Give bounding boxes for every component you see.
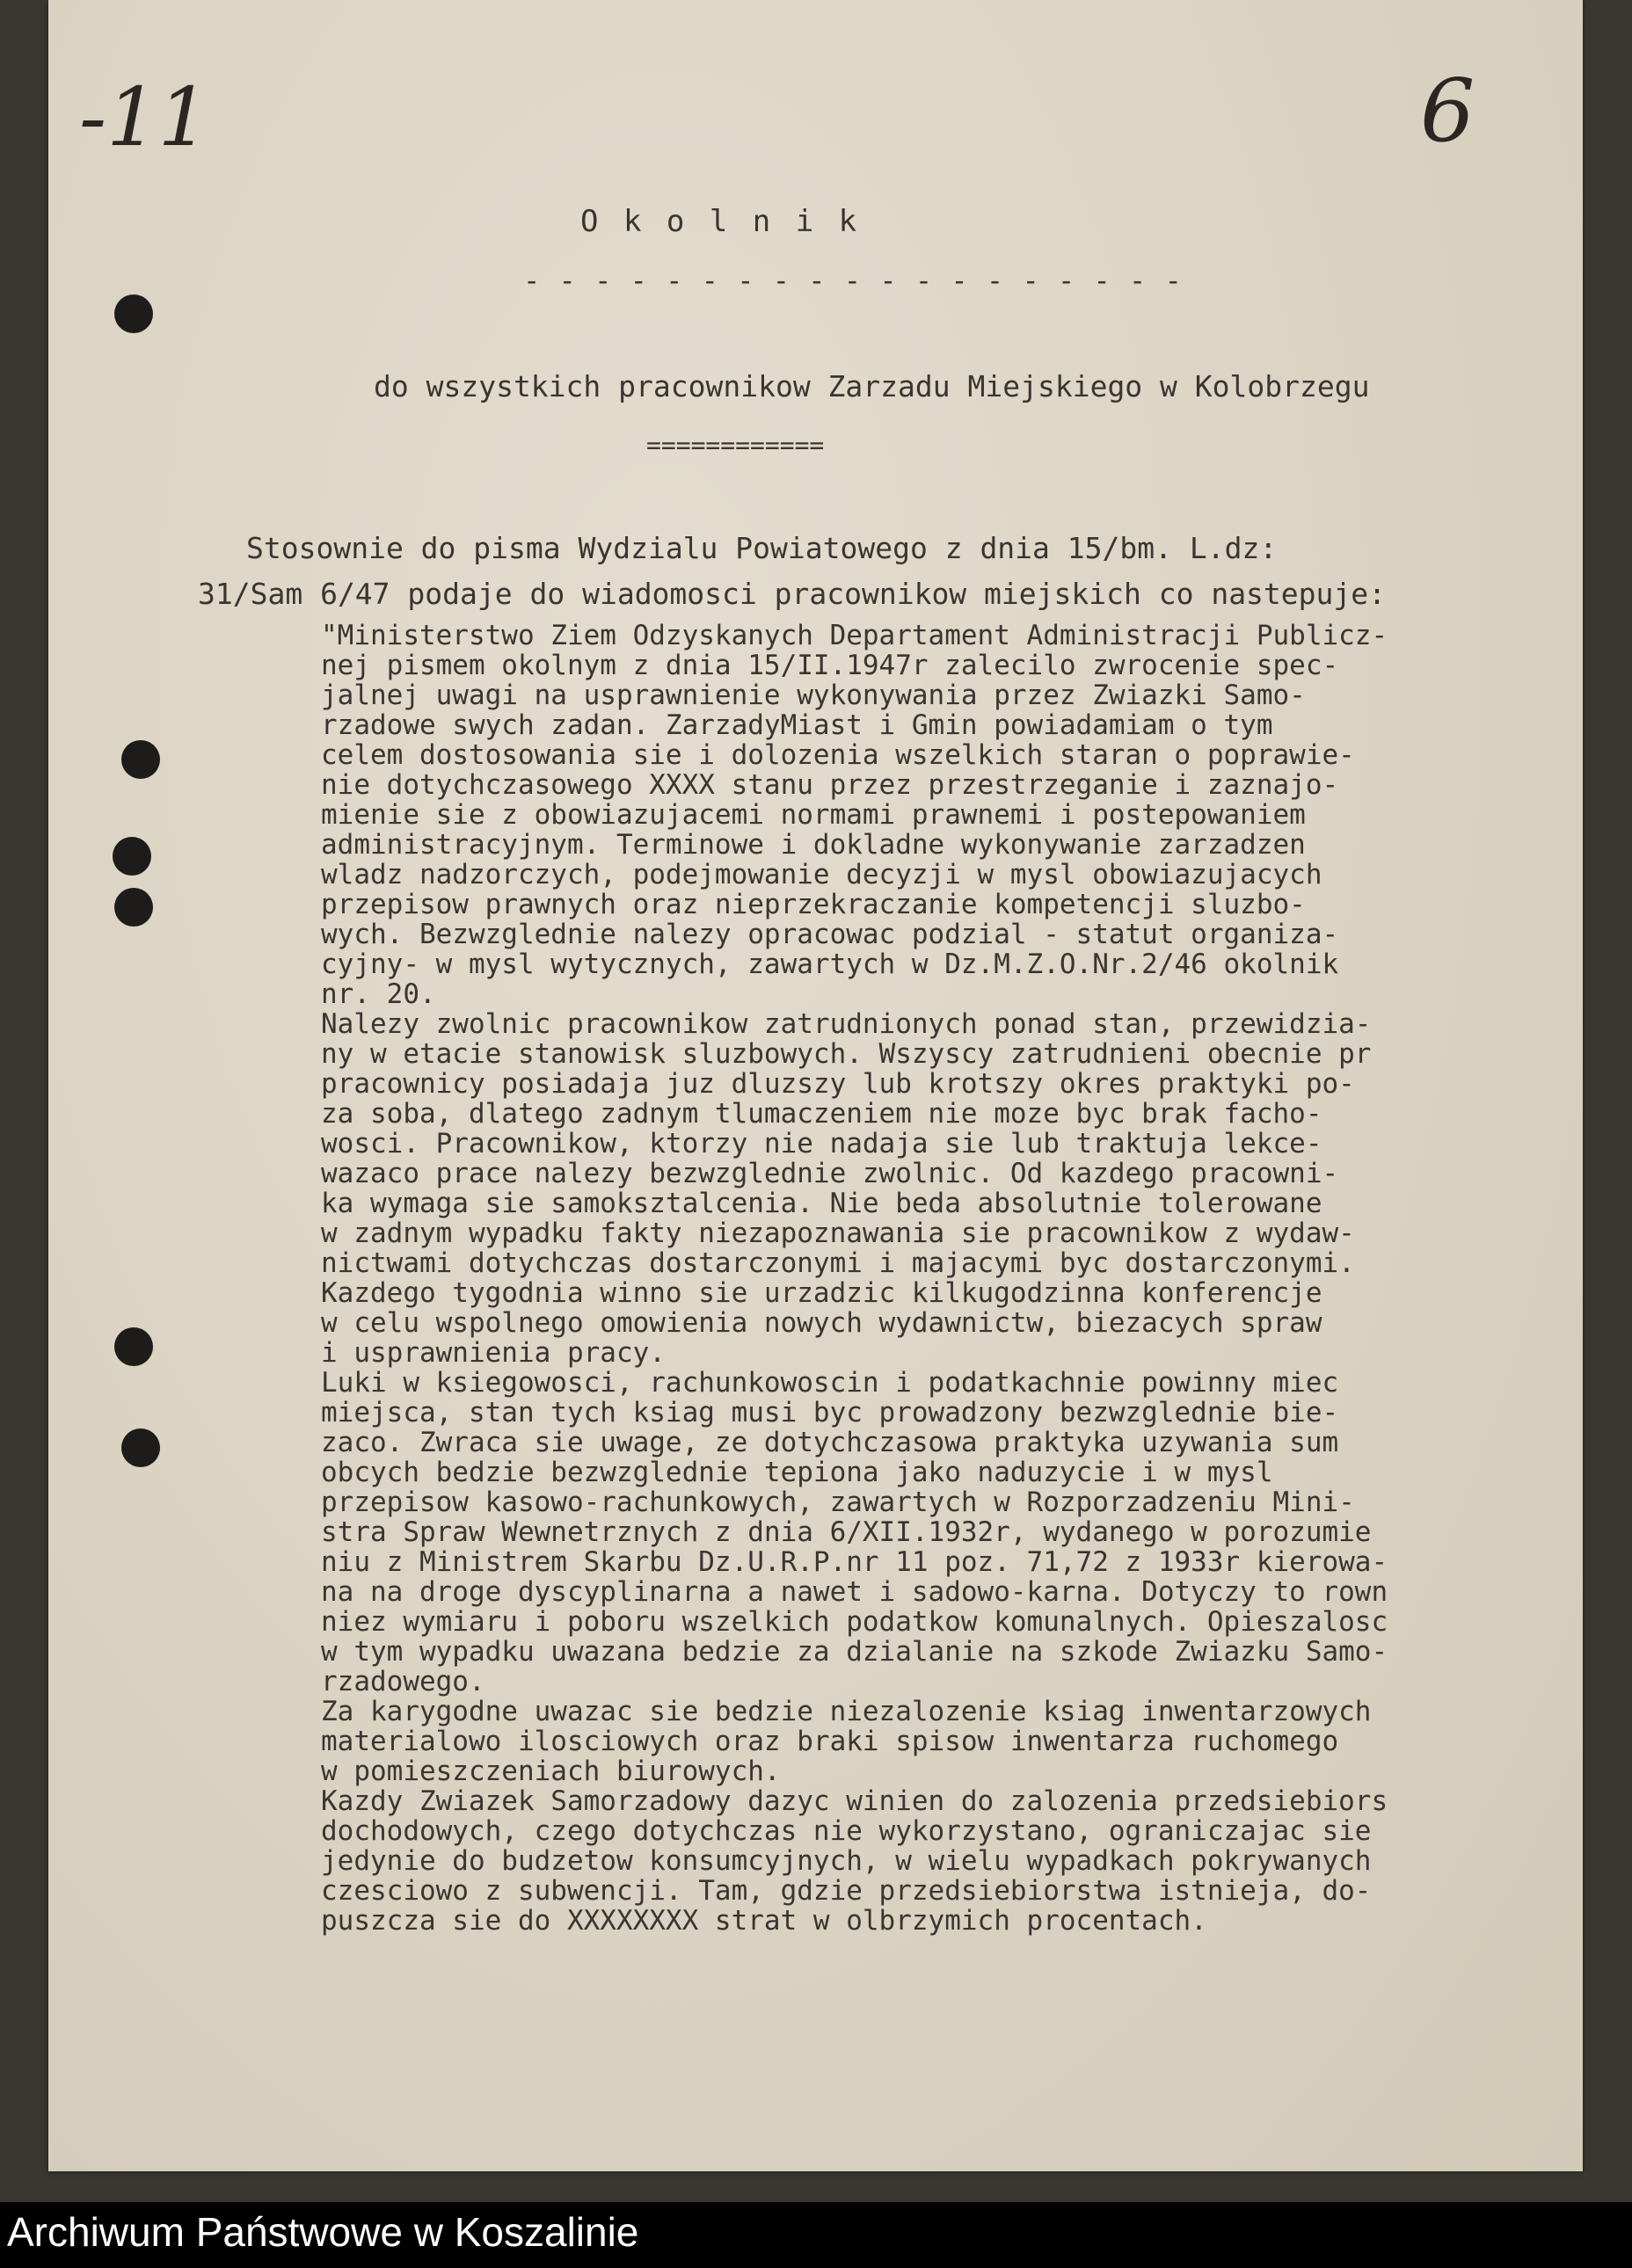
body-line: w celu wspolnego omowienia nowych wydawnictw, biezacych spraw	[321, 1307, 1322, 1339]
body-line: w tym wypadku uwazana bedzie za dzialanie na szkode Zwiazku Samo-	[321, 1636, 1388, 1668]
body-line: przepisow prawnych oraz nieprzekraczanie kompetencji sluzbo-	[321, 889, 1306, 920]
body-line: rzadowego.	[321, 1666, 485, 1697]
body-line: celem dostosowania sie i dolozenia wszelkich staran o poprawie-	[321, 739, 1355, 771]
handwritten-page-number: 6	[1420, 62, 1475, 162]
document-title: O k o l n i k	[580, 204, 861, 239]
punch-hole	[114, 1327, 153, 1366]
body-line: ny w etacie stanowisk sluzbowych. Wszyscy zatrudnieni obecnie pr	[321, 1038, 1372, 1070]
punch-hole	[113, 837, 151, 876]
body-line: wych. Bezwzglednie nalezy opracowac podzial - statut organiza-	[321, 919, 1339, 950]
punch-hole	[121, 1428, 160, 1467]
body-line: wladz nadzorczych, podejmowanie decyzji w mysl obowiazujacych	[321, 859, 1322, 890]
document-subtitle: do wszystkich pracownikow Zarzadu Miejskiego w Kolobrzegu	[374, 369, 1370, 403]
body-line: pracownicy posiadaja juz dluzszy lub krotszy okres praktyki po-	[321, 1068, 1355, 1100]
body-line: miejsca, stan tych ksiag musi byc prowadzony bezwzglednie bie-	[321, 1397, 1339, 1428]
body-line: na na droge dyscyplinarna a nawet i sadowo-karna. Dotyczy to rown	[321, 1576, 1388, 1608]
body-line: "Ministerstwo Ziem Odzyskanych Departament Administracji Publicz-	[321, 620, 1388, 651]
intro-line: 31/Sam 6/47 podaje do wiadomosci pracownikow miejskich co nastepuje:	[198, 577, 1387, 611]
body-line: Kazdego tygodnia winno sie urzadzic kilkugodzinna konferencje	[321, 1277, 1322, 1309]
body-line: wazaco prace nalezy bezwzglednie zwolnic. Od kazdego pracowni-	[321, 1158, 1339, 1189]
title-underline: - - - - - - - - - - - - - - - - - - -	[523, 264, 1183, 297]
body-line: puszcza sie do XXXXXXXX strat w olbrzymich procentach.	[321, 1905, 1207, 1937]
body-line: Za karygodne uwazac sie bedzie niezalozenie ksiag inwentarzowych	[321, 1696, 1372, 1727]
body-line: nie dotychczasowego XXXX stanu przez przestrzeganie i zaznajo-	[321, 769, 1339, 801]
handwritten-mark-left: -11	[79, 70, 210, 164]
body-line: mienie sie z obowiazujacemi normami prawnemi i postepowaniem	[321, 799, 1306, 831]
intro-paragraph	[198, 526, 1386, 617]
body-line: Luki w ksiegowosci, rachunkowoscin i podatkachnie powinny miec	[321, 1367, 1339, 1399]
body-line: stra Spraw Wewnetrznych z dnia 6/XII.1932r, wydanego w porozumie	[321, 1516, 1372, 1548]
punch-hole	[114, 294, 153, 333]
body-line: nictwami dotychczas dostarczonymi i majacymi byc dostarczonymi.	[321, 1247, 1355, 1279]
body-line: niu z Ministrem Skarbu Dz.U.R.P.nr 11 poz. 71,72 z 1933r kierowa-	[321, 1546, 1388, 1578]
body-line: materialowo ilosciowych oraz braki spisow inwentarza ruchomego	[321, 1726, 1339, 1757]
body-line: jalnej uwagi na usprawnienie wykonywania przez Zwiazki Samo-	[321, 680, 1306, 711]
body-line: administracyjnym. Terminowe i dokladne wykonywanie zarzadzen	[321, 829, 1306, 861]
body-line: w pomieszczeniach biurowych.	[321, 1756, 781, 1787]
body-line: ka wymaga sie samoksztalcenia. Nie beda absolutnie tolerowane	[321, 1188, 1322, 1219]
body-line: wosci. Pracownikow, ktorzy nie nadaja sie lub traktuja lekce-	[321, 1128, 1322, 1159]
body-line: i usprawnienia pracy.	[321, 1337, 666, 1369]
body-line: Kazdy Zwiazek Samorzadowy dazyc winien do zalozenia przedsiebiors	[321, 1785, 1388, 1817]
body-line: rzadowe swych zadan. ZarzadyMiast i Gmin powiadamiam o tym	[321, 709, 1273, 741]
body-line: niez wymiaru i poboru wszelkich podatkow komunalnych. Opieszalosc	[321, 1606, 1388, 1638]
body-line: jedynie do budzetow konsumcyjnych, w wielu wypadkach pokrywanych	[321, 1845, 1372, 1877]
body-line: przepisow kasowo-rachunkowych, zawartych w Rozporzadzeniu Mini-	[321, 1487, 1355, 1518]
body-text	[321, 621, 1388, 1936]
body-line: zaco. Zwraca sie uwage, ze dotychczasowa praktyka uzywania sum	[321, 1427, 1339, 1458]
intro-line: Stosownie do pisma Wydzialu Powiatowego z dnia 15/bm. L.dz:	[246, 531, 1278, 565]
body-line: dochodowych, czego dotychczas nie wykorzystano, ograniczajac sie	[321, 1815, 1372, 1847]
subtitle-underline: ============	[646, 431, 825, 460]
body-line: nr. 20.	[321, 978, 436, 1010]
body-line: cyjny- w mysl wytycznych, zawartych w Dz.M.Z.O.Nr.2/46 okolnik	[321, 949, 1339, 980]
body-line: czesciowo z subwencji. Tam, gdzie przedsiebiorstwa istnieja, do-	[321, 1875, 1372, 1907]
body-line: obcych bedzie bezwzglednie tepiona jako naduzycie i w mysl	[321, 1457, 1273, 1488]
punch-hole	[114, 888, 153, 927]
body-line: w zadnym wypadku fakty niezapoznawania sie pracownikow z wydaw-	[321, 1218, 1355, 1249]
archive-name: Archiwum Państwowe w Koszalinie	[7, 2209, 639, 2255]
body-line: Nalezy zwolnic pracownikow zatrudnionych ponad stan, przewidzia-	[321, 1008, 1372, 1040]
punch-hole	[121, 740, 160, 779]
body-line: nej pismem okolnym z dnia 15/II.1947r zalecilo zwrocenie spec-	[321, 650, 1339, 681]
body-line: za soba, dlatego zadnym tlumaczeniem nie moze byc brak facho-	[321, 1098, 1322, 1130]
